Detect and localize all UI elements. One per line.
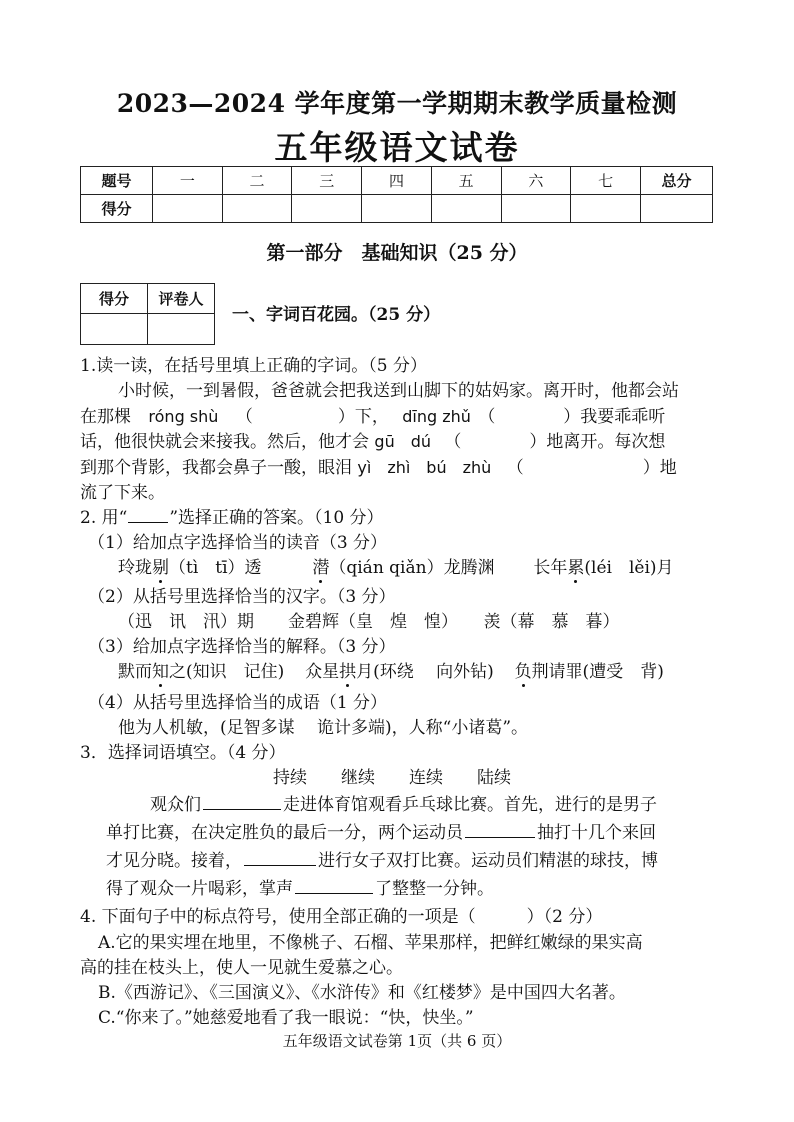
score-table	[80, 166, 713, 223]
q3-text: 进行女子双打比赛。运动员们精湛的球技，博	[318, 851, 658, 871]
q2-title-start: 2. 用“	[80, 508, 128, 528]
q2-sub1-items	[118, 553, 674, 578]
answer-blank[interactable]: （ ）地	[506, 458, 677, 478]
dotted-char: 负	[514, 662, 532, 682]
q1-line5: 流了下来。	[80, 483, 165, 503]
score-input-cell[interactable]	[571, 195, 641, 223]
grader-name-label: 评卷人	[148, 284, 215, 314]
answer-blank[interactable]: （ ）我要乖乖听	[478, 407, 666, 427]
pinyin: gū dú	[374, 432, 432, 451]
q3-text: 观众们	[150, 795, 201, 815]
dotted-char: 累	[567, 558, 585, 578]
q2-sub2-items[interactable]: （迅 讯 汛）期 金碧辉（皇 煌 惶） 羡（幕 慕 暮）	[118, 612, 620, 632]
score-table-cell: 二	[222, 167, 292, 195]
q3-text: 了整整一分钟。	[375, 879, 494, 899]
dotted-char: 剔	[152, 558, 169, 578]
score-input-cell[interactable]	[641, 195, 713, 223]
score-table-cell: 五	[431, 167, 501, 195]
score-input-cell[interactable]	[501, 195, 571, 223]
q2-text: 默而	[118, 662, 152, 682]
grader-name-input[interactable]	[148, 314, 215, 345]
q4-option-a[interactable]: A.它的果实埋在地里，不像桃子、石榴、苹果那样，把鲜红嫩绿的果实高	[98, 933, 643, 953]
score-table-cell: 七	[571, 167, 641, 195]
q2-text: 众星	[305, 662, 340, 682]
q3-text: 抽打十几个来回	[537, 823, 656, 843]
choice-option[interactable]: 月(环绕 向外钻)	[356, 662, 494, 682]
q3-line2	[106, 818, 656, 843]
q3-text: 得了观众一片喝彩，掌声	[106, 879, 293, 899]
q1-line2	[80, 402, 665, 427]
answer-blank[interactable]: （ ）地离开。每次想	[444, 432, 666, 452]
q3-word-options: 持续 继续 连续 陆续	[273, 768, 511, 788]
q2-title	[80, 503, 384, 528]
q4-option-a-cont: 高的挂在枝头上，使人一见就生爱慕之心。	[80, 958, 403, 978]
exam-subtitle: 五年级语文试卷	[274, 128, 520, 167]
score-input-cell[interactable]	[153, 195, 223, 223]
q3-text: 才见分晓。接着，	[106, 851, 242, 871]
answer-blank[interactable]	[295, 876, 373, 894]
q3-line4	[106, 874, 494, 899]
q2-title-end: ”选择正确的答案。（10 分）	[169, 508, 384, 528]
pinyin: dīng zhǔ	[402, 407, 471, 426]
q1-line3	[80, 427, 665, 452]
score-table-header-row	[81, 167, 713, 195]
choice-option[interactable]: （qián qiǎn）龙腾渊	[329, 558, 495, 578]
choice-option[interactable]: 之(知识 记住)	[169, 662, 285, 682]
score-table-cell: 六	[501, 167, 571, 195]
dotted-char: 知	[152, 662, 169, 682]
q3-text: 走进体育馆观看乒乓球比赛。首先，进行的是男子	[283, 795, 657, 815]
q4-option-c[interactable]: C.“你来了。”她慈爱地看了我一眼说：“快，快坐。”	[98, 1008, 474, 1028]
score-input-cell[interactable]	[362, 195, 432, 223]
underline-mark	[128, 508, 168, 523]
q3-line3	[106, 846, 658, 871]
q2-text: 长年	[533, 558, 568, 578]
q3-text: 单打比赛，在决定胜负的最后一分，两个运动员	[106, 823, 463, 843]
answer-blank[interactable]	[244, 848, 316, 866]
q1-line4	[80, 453, 677, 478]
q2-sub4-item[interactable]: 他为人机敏，(足智多谋 诡计多端)，人称“小诸葛”。	[118, 718, 529, 738]
grader-box	[80, 283, 215, 345]
score-table-cell: 总分	[641, 167, 713, 195]
score-input-cell[interactable]	[292, 195, 362, 223]
section1-title: 一、字词百花园。（25 分）	[232, 305, 441, 325]
q3-title: 3．选择词语填空。（4 分）	[80, 743, 286, 763]
score-table-cell: 得分	[81, 195, 153, 223]
q2-sub4-title: （4）从括号里选择恰当的成语（1 分）	[88, 693, 388, 713]
q1-line1: 小时候，一到暑假，爸爸就会把我送到山脚下的姑妈家。离开时，他都会站	[118, 381, 679, 401]
score-table-cell: 一	[153, 167, 223, 195]
score-table-cell: 题号	[81, 167, 153, 195]
dotted-char: 拱	[339, 662, 357, 682]
answer-blank[interactable]	[465, 820, 535, 838]
q2-sub2-title: （2）从括号里选择恰当的汉字。（3 分）	[88, 587, 396, 607]
q1-text: 到那个背影，我都会鼻子一酸，眼泪	[80, 458, 352, 478]
pinyin: yì zhì bú zhù	[357, 458, 492, 477]
score-input-cell[interactable]	[431, 195, 501, 223]
q2-sub3-items	[118, 657, 664, 682]
choice-option[interactable]: 荆请罪(遭受 背)	[531, 662, 664, 682]
q2-sub1-title: （1）给加点字选择恰当的读音（3 分）	[88, 533, 388, 553]
grader-score-input[interactable]	[81, 314, 148, 345]
q2-sub3-title: （3）给加点字选择恰当的解释。（3 分）	[88, 637, 396, 657]
score-table-score-row	[81, 195, 713, 223]
score-table-cell: 三	[292, 167, 362, 195]
page-footer: 五年级语文试卷第 1页（共 6 页）	[282, 1032, 512, 1050]
answer-blank[interactable]	[203, 792, 281, 810]
part1-title: 第一部分 基础知识（25 分）	[266, 242, 528, 264]
q1-text: 在那棵	[80, 407, 131, 427]
q2-text: 玲珑	[118, 558, 152, 578]
answer-blank[interactable]: （ ）下，	[235, 407, 389, 427]
q1-text: 话，他很快就会来接我。然后，他才会	[80, 432, 369, 452]
q1-title: 1.读一读，在括号里填上正确的字词。（5 分）	[80, 356, 427, 376]
choice-option[interactable]: （tì tī）透	[169, 558, 262, 578]
q4-option-b[interactable]: B.《西游记》、《三国演义》、《水浒传》和《红楼梦》是中国四大名著。	[98, 983, 626, 1003]
pinyin: róng shù	[148, 407, 219, 426]
choice-option[interactable]: (léi lěi)月	[584, 558, 674, 578]
dotted-char: 潜	[312, 558, 330, 578]
grader-score-label: 得分	[81, 284, 148, 314]
score-input-cell[interactable]	[222, 195, 292, 223]
exam-title: 2023—2024 学年度第一学期期末教学质量检测	[116, 89, 678, 118]
score-table-cell: 四	[362, 167, 432, 195]
q4-title: 4. 下面句子中的标点符号，使用全部正确的一项是（ ）（2 分）	[80, 907, 603, 927]
q3-line1	[150, 790, 657, 815]
